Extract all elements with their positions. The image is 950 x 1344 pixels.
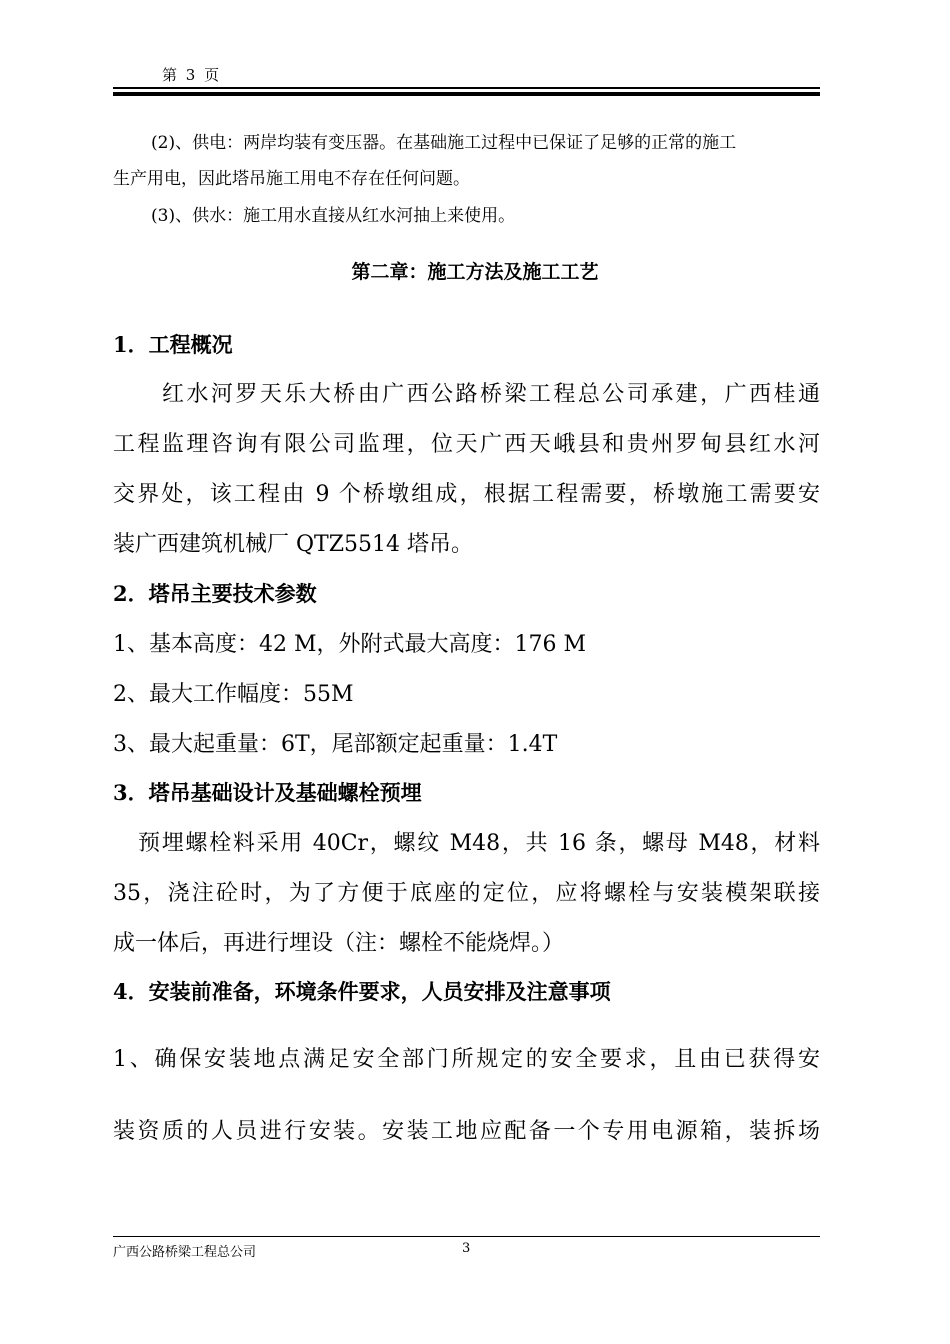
section-1-line: 装广西建筑机械厂 QTZ5514 塔吊。 — [113, 532, 473, 557]
section-4-line: 1、确保安装地点满足安全部门所规定的安全要求，且由已获得安 — [113, 1047, 820, 1072]
section-2-title: 2．塔吊主要技术参数 — [113, 581, 317, 606]
section-1-line: 红水河罗天乐大桥由广西公路桥梁工程总公司承建，广西桂通 — [162, 382, 820, 407]
footer-rule — [113, 1236, 820, 1237]
param-item: 3、最大起重量：6T，尾部额定起重量：1.4T — [113, 732, 558, 757]
power-supply-line1: (2)、供电：两岸均装有变压器。在基础施工过程中已保证了足够的正常的施工 — [151, 133, 737, 153]
footer-company: 广西公路桥梁工程总公司 — [113, 1245, 257, 1260]
section-1-line: 交界处，该工程由 9 个桥墩组成，根据工程需要，桥墩施工需要安 — [113, 482, 820, 507]
section-4-title: 4．安装前准备，环境条件要求，人员安排及注意事项 — [113, 979, 611, 1004]
footer-page-number: 3 — [462, 1241, 471, 1256]
section-3-line: 预埋螺栓料采用 40Cr，螺纹 M48，共 16 条，螺母 M48，材料 — [138, 831, 820, 856]
chapter-title: 第二章：施工方法及施工工艺 — [351, 261, 599, 283]
power-supply-line2: 生产用电，因此塔吊施工用电不存在任何问题。 — [113, 169, 470, 189]
water-supply-line: (3)、供水：施工用水直接从红水河抽上来使用。 — [151, 206, 516, 226]
section-3-line: 成一体后，再进行埋设（注：螺栓不能烧焊。） — [113, 931, 565, 956]
header-rule-thin — [113, 87, 820, 89]
section-1-line: 工程监理咨询有限公司监理，位天广西天峨县和贵州罗甸县红水河 — [113, 432, 820, 457]
section-4-line: 装资质的人员进行安装。安装工地应配备一个专用电源箱，装拆场 — [113, 1119, 820, 1144]
param-item: 2、最大工作幅度：55M — [113, 682, 354, 707]
param-item: 1、基本高度：42 M，外附式最大高度：176 M — [113, 632, 587, 657]
section-3-line: 35，浇注砼时，为了方便于底座的定位，应将螺栓与安装模架联接 — [113, 881, 820, 906]
section-1-title: 1．工程概况 — [113, 332, 233, 357]
section-3-title: 3．塔吊基础设计及基础螺栓预埋 — [113, 780, 422, 805]
header-rule-thick — [113, 92, 820, 96]
page-header-label: 第 3 页 — [162, 66, 222, 84]
